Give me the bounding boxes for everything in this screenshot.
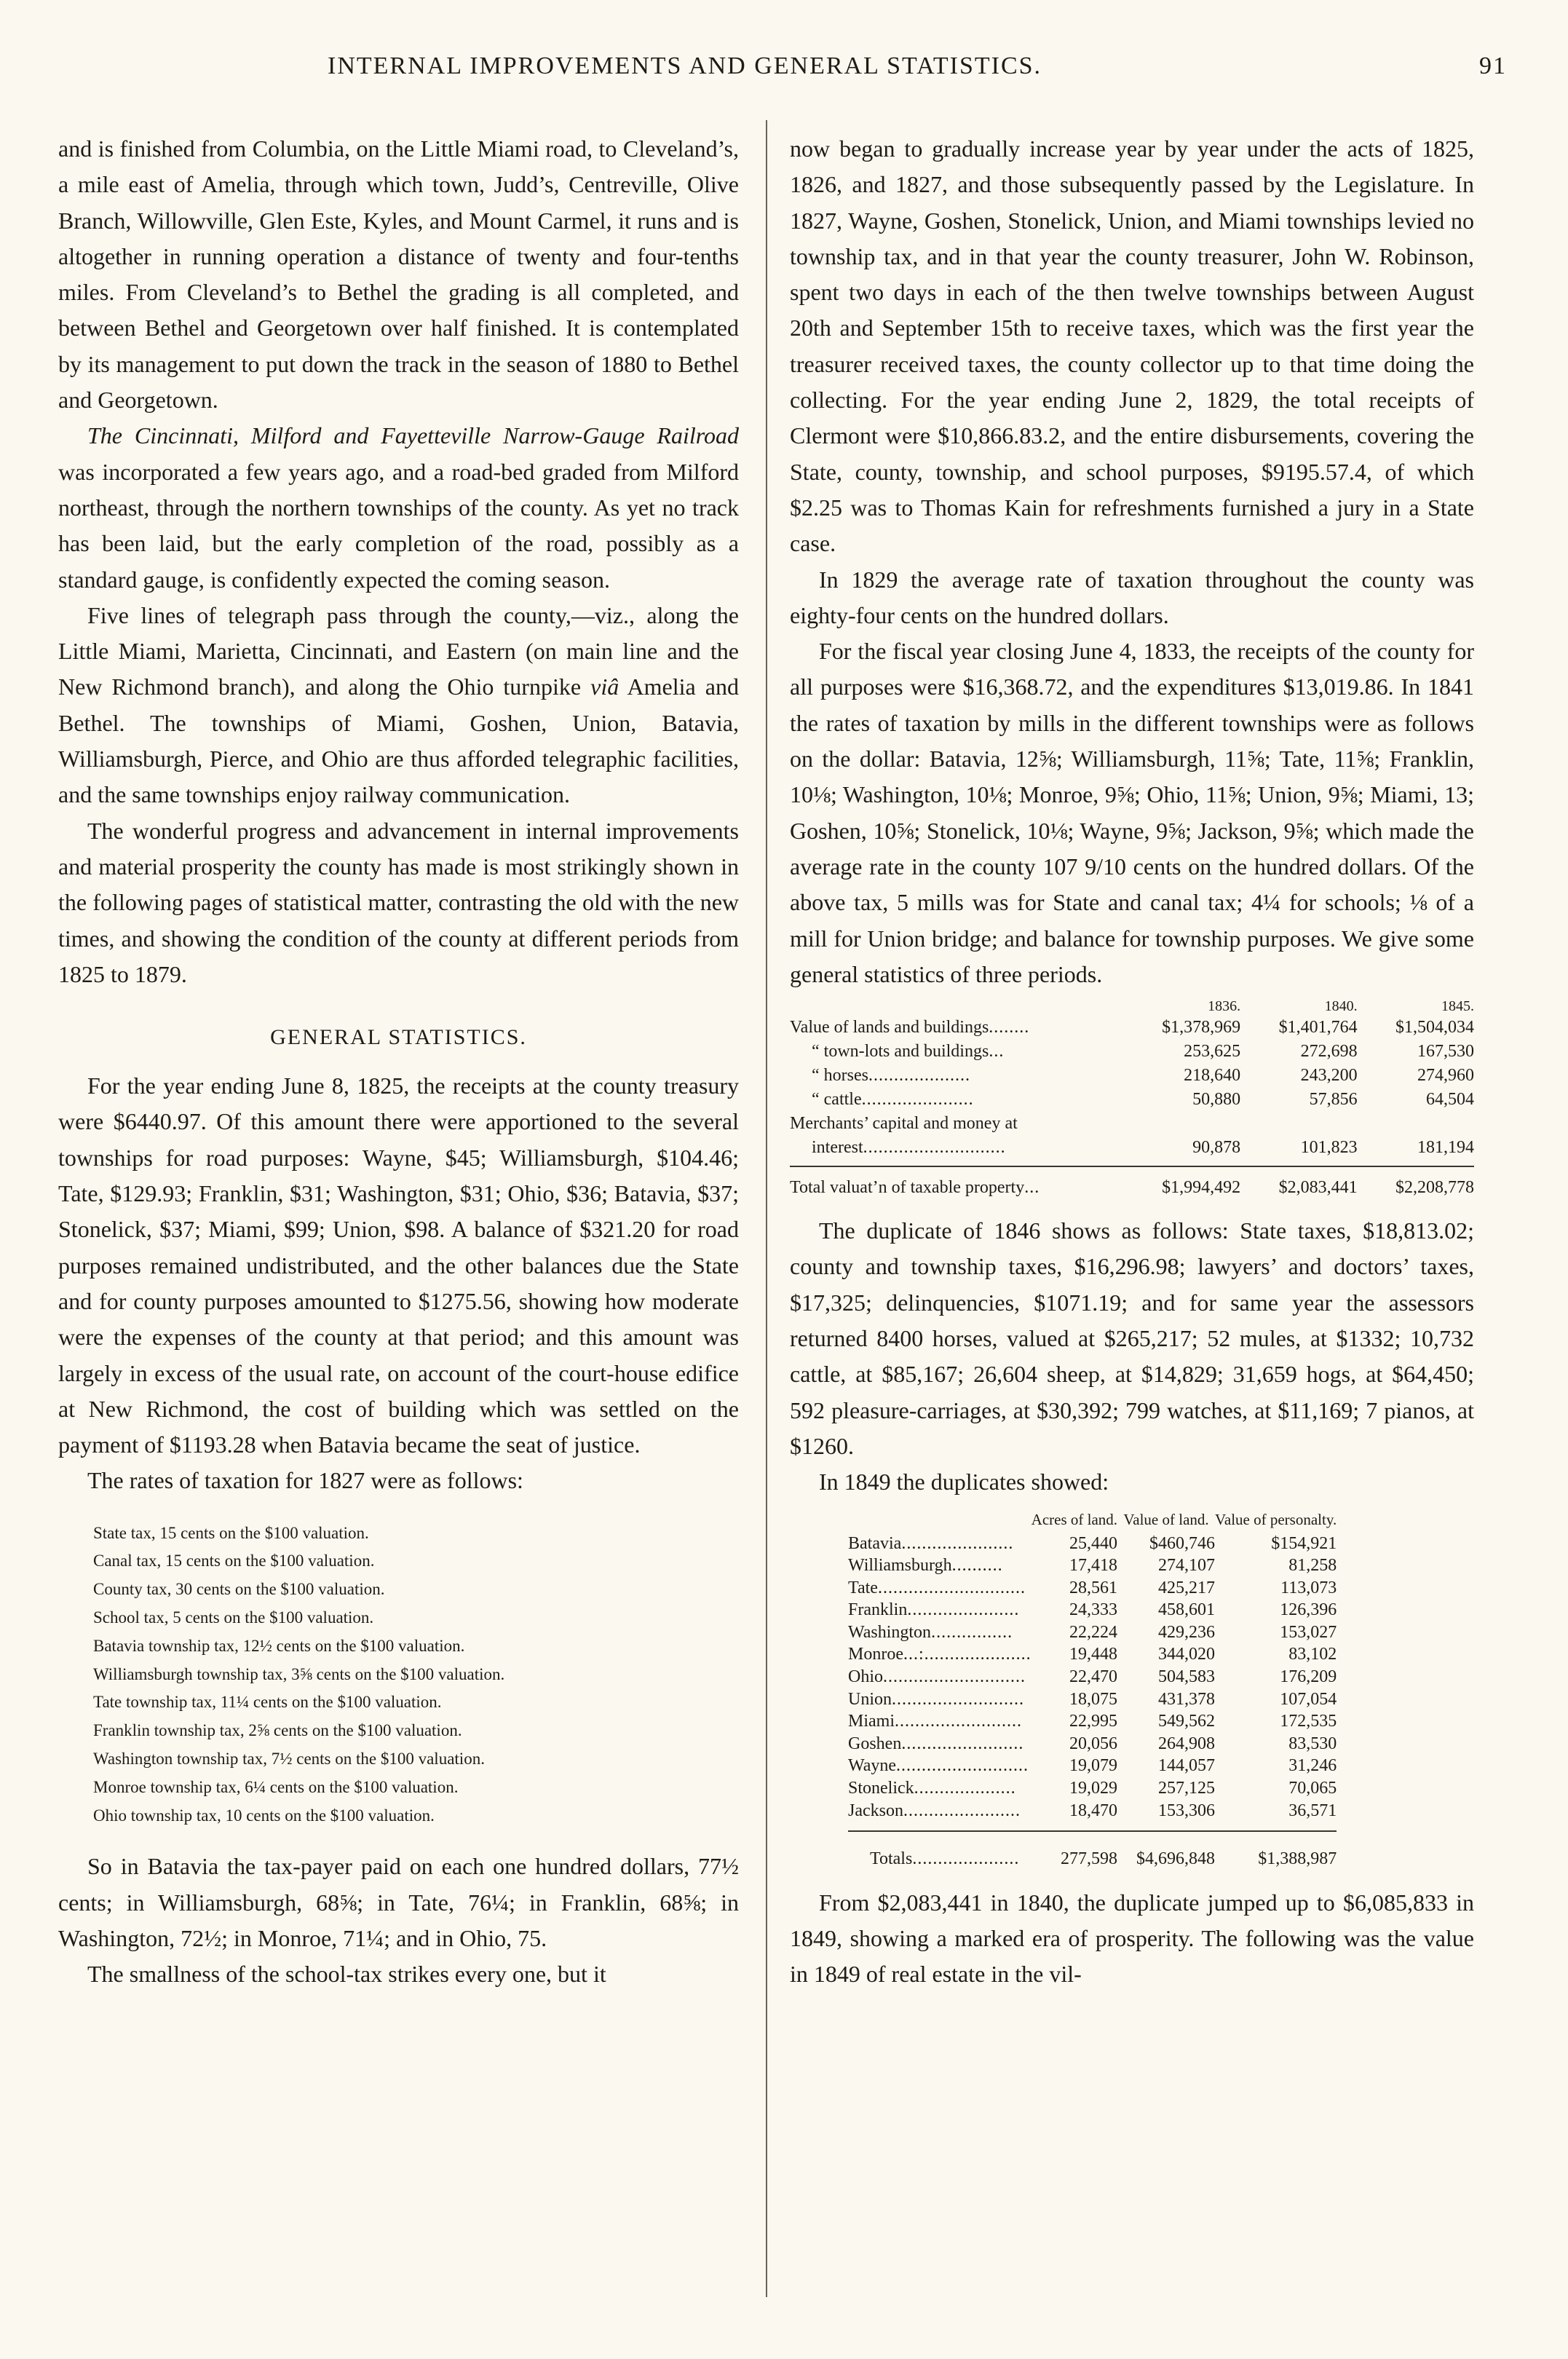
list-item: Williamsburgh township tax, 3⅝ cents on the $100 valuation.: [93, 1664, 505, 1683]
table-row: “ cattle...................... 50,880 57,856 64,504: [812, 1090, 1474, 1110]
paragraph: In 1849 the duplicates showed:: [819, 1469, 1109, 1495]
table-row: Miami......................... 22,995 549,562 172,535: [848, 1712, 1337, 1731]
page-number: 91: [1479, 52, 1507, 79]
table-row: Batavia...................... 25,440 $460,746 $154,921: [848, 1533, 1337, 1553]
paragraph: Five lines of telegraph pass through the county,—viz., along the Little Miami, Marietta, Cincinnati, and Eastern (on main line and the New Richmond branch), and along the Ohio turnpike viâ Amelia and Bethel. The townships of Miami, Goshen, Union, Batavia, Williamsburgh, Pierce, and Ohio are thus afforded telegraphic facilities, and the same townships enjoy railway communication.: [58, 601, 739, 808]
paragraph: For the year ending June 8, 1825, the receipts at the county treasury were $6440.97. Of this amount there were apportioned to the several townships for road purposes: Wayne, $45; Williamsburgh, $104.46; Tate, $129.93; Franklin, $31; Washington, $31; Ohio, $36; Batavia, $37; Stonelick, $37; Miami, $99; Union, $98. A balance of $321.20 for road purposes remained undistributed, and the other balances due the State and for county purposes amounted to $1275.56, showing how moderate were the expenses of the county at that period; and this amount was largely in excess of the usual rate, on account of the court-house edifice at New Richmond, the cost of building which was settled on the payment of $1193.28 when Batavia became the seat of justice.: [58, 1072, 739, 1458]
table-row: Monroe...:..................... 19,448 344,020 83,102: [848, 1645, 1337, 1664]
table-row: “ horses.................... 218,640 243,200 274,960: [812, 1066, 1474, 1086]
section-heading: GENERAL STATISTICS.: [270, 1025, 527, 1050]
table-row: Stonelick.................... 19,029 257,125 70,065: [848, 1779, 1337, 1798]
column-header: 1845.: [1441, 998, 1474, 1015]
right-column: [790, 131, 1474, 1993]
railroad-name: The Cincinnati, Milford and Fayetteville Narrow-Gauge Railroad: [87, 422, 739, 449]
table-row: Wayne.......................... 19,079 144,057 31,246: [848, 1756, 1337, 1776]
table-row: Williamsburgh.......... 17,418 274,107 81,258: [848, 1556, 1337, 1576]
three-periods-table: [790, 997, 1474, 1200]
table-row: Franklin...................... 24,333 458,601 126,396: [848, 1600, 1337, 1620]
table-row: Value of lands and buildings........ $1,378,969 $1,401,764 $1,504,034: [790, 1018, 1474, 1038]
column-divider: [766, 120, 767, 2297]
column-header: 1840.: [1324, 998, 1358, 1015]
table-row: Ohio............................ 22,470 504,583 176,209: [848, 1667, 1337, 1687]
left-column: [58, 131, 739, 1993]
list-item: Franklin township tax, 2⅝ cents on the $100 valuation.: [93, 1721, 462, 1740]
list-item: Tate township tax, 11¼ cents on the $100 valuation.: [93, 1693, 442, 1712]
table-row: Tate............................. 28,561 425,217 113,073: [848, 1578, 1337, 1597]
table-total-row: Totals..................... 277,598 $4,696,848 $1,388,987: [848, 1831, 1337, 1870]
list-item: Canal tax, 15 cents on the $100 valuation.: [93, 1552, 375, 1570]
column-header: Value of personalty.: [1215, 1510, 1337, 1528]
table-row: interest............................ 90,878 101,823 181,194: [812, 1138, 1474, 1158]
duplicates-1849-table: [790, 1511, 1474, 1870]
paragraph: From $2,083,441 in 1840, the duplicate jumped up to $6,085,833 in 1849, showing a marked era of prosperity. The following was the value in 1849 of real estate in the vil-: [790, 1889, 1474, 1988]
list-item: State tax, 15 cents on the $100 valuation.: [93, 1523, 369, 1542]
table-row: Union.......................... 18,075 431,378 107,054: [848, 1689, 1337, 1709]
table-row: Goshen........................ 20,056 264,908 83,530: [848, 1734, 1337, 1753]
paragraph: So in Batavia the tax-payer paid on each one hundred dollars, 77½ cents; in Williamsburgh, 68⅝; in Tate, 76¼; in Franklin, 68⅝; in Washington, 72½; in Monroe, 71¼; and in Ohio, 75.: [58, 1853, 739, 1952]
column-header: Acres of land.: [1031, 1510, 1118, 1528]
table-row: Merchants’ capital and money at: [790, 1114, 1018, 1134]
list-item: Monroe township tax, 6¼ cents on the $100 valuation.: [93, 1777, 459, 1796]
paragraph: In 1829 the average rate of taxation throughout the county was eighty-four cents on the hundred dollars.: [790, 566, 1474, 628]
paragraph: The Cincinnati, Milford and Fayetteville Narrow-Gauge Railroad was incorporated a few years ago, and a road-bed graded from Milford northeast, through the northern townships of the county. As yet no track has been laid, but the early completion of the road, possibly as a standard gauge, is confidently expected the coming season.: [58, 422, 739, 593]
column-header: Value of land.: [1123, 1510, 1209, 1528]
running-header: [44, 52, 1529, 87]
table-row: Jackson....................... 18,470 153,306 36,571: [848, 1801, 1337, 1820]
list-item: Batavia township tax, 12½ cents on the $100 valuation.: [93, 1636, 465, 1655]
column-header: 1836.: [1208, 998, 1241, 1015]
list-item: County tax, 30 cents on the $100 valuation.: [93, 1580, 385, 1599]
running-title: INTERNAL IMPROVEMENTS AND GENERAL STATISTICS.: [328, 52, 1042, 79]
paragraph: The smallness of the school-tax strikes every one, but it: [87, 1961, 606, 1988]
paragraph: The duplicate of 1846 shows as follows: State taxes, $18,813.02; county and township taxes, $16,296.98; lawyers’ and doctors’ taxes, $17,325; delinquencies, $1071.19; and for same year the assessors returned 8400 horses, valued at $265,217; 52 mules, at $1332; 10,732 cattle, at $85,167; 26,604 sheep, at $14,829; 31,659 hogs, at $64,450; 592 pleasure-carriages, at $30,392; 799 watches, at $11,169; 7 pianos, at $1260.: [790, 1217, 1474, 1459]
list-item: School tax, 5 cents on the $100 valuation.: [93, 1608, 374, 1627]
list-item: Washington township tax, 7½ cents on the $100 valuation.: [93, 1750, 485, 1769]
paragraph: For the fiscal year closing June 4, 1833, the receipts of the county for all purposes were $16,368.72, and the expenditures $13,019.86. In 1841 the rates of taxation by mills in the different townships were as follows on the dollar: Batavia, 12⅝; Williamsburgh, 11⅝; Tate, 11⅝; Franklin, 10⅛; Washington, 10⅛; Monroe, 9⅝; Ohio, 11⅝; Union, 9⅝; Miami, 13; Goshen, 10⅝; Stonelick, 10⅛; Wayne, 9⅝; Jackson, 9⅝; which made the average rate in the county 107 9/10 cents on the hundred dollars. Of the above tax, 5 mills was for State and canal tax; 4¼ for schools; ⅛ of a mill for Union bridge; and balance for township purposes. We give some general statistics of three periods.: [790, 638, 1474, 987]
table-total-row: Total valuat’n of taxable property... $1,994,492 $2,083,441 $2,208,778: [790, 1166, 1474, 1200]
table-row: “ town-lots and buildings... 253,625 272,698 167,530: [812, 1042, 1474, 1062]
paragraph: now began to gradually increase year by year under the acts of 1825, 1826, and 1827, and those subsequently passed by the Legislature. In 1827, Wayne, Goshen, Stonelick, Union, and Miami townships levied no township tax, and in that year the county treasurer, John W. Robinson, spent two days in each of the then twelve townships between August 20th and September 15th to receive taxes, which was the first year the treasurer received taxes, the county collector up to that time doing the collecting. For the year ending June 2, 1829, the total receipts of Clermont were $10,866.83.2, and the entire disbursements, covering the State, county, township, and school purposes, $9195.57.4, of which $2.25 was to Thomas Kain for refreshments furnished a jury in a State case.: [790, 135, 1474, 557]
paragraph: The wonderful progress and advancement in internal improvements and material prosperity the county has made is most strikingly shown in the following pages of statistical matter, contrasting the old with the new times, and showing the condition of the county at different periods from 1825 to 1879.: [58, 817, 739, 987]
table-row: Washington................ 22,224 429,236 153,027: [848, 1622, 1337, 1642]
tax-rates-list: [93, 1520, 739, 1830]
paragraph: The rates of taxation for 1827 were as follows:: [87, 1467, 523, 1494]
list-item: Ohio township tax, 10 cents on the $100 valuation.: [93, 1806, 435, 1825]
paragraph: and is finished from Columbia, on the Little Miami road, to Cleveland’s, a mile east of Amelia, through which town, Judd’s, Centreville, Olive Branch, Willowville, Glen Este, Kyles, and Mount Carmel, it runs and is altogether in running operation a distance of twenty and four-tenths miles. From Cleveland’s to Bethel the grading is all completed, and between Bethel and Georgetown over half finished. It is contemplated by its management to put down the track in the season of 1880 to Bethel and Georgetown.: [58, 135, 739, 414]
